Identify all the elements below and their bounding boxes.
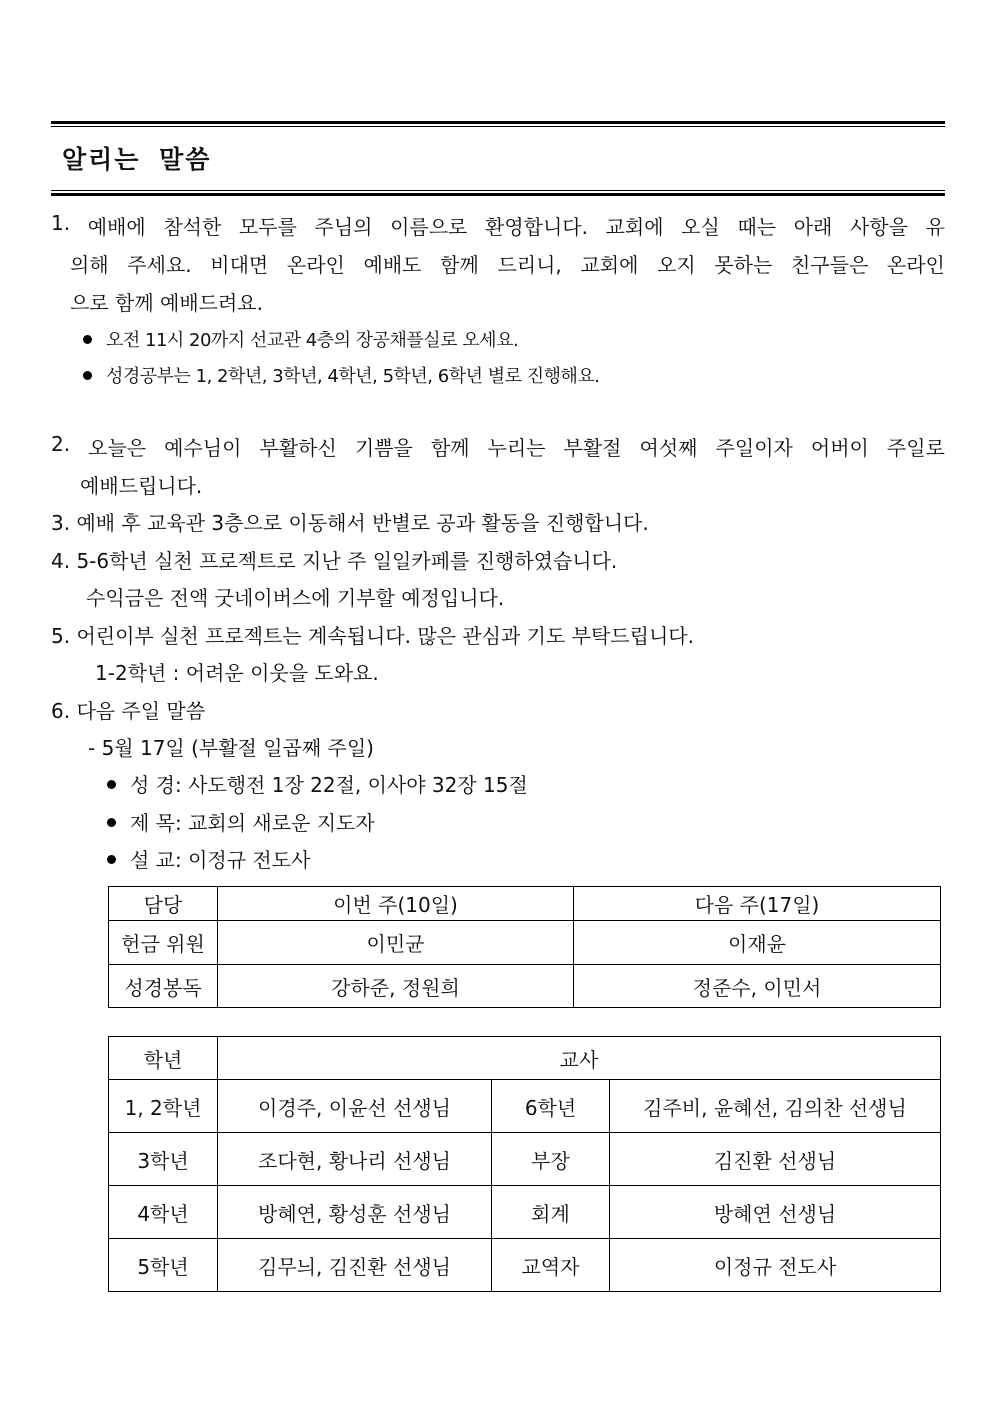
table-row	[109, 1186, 941, 1239]
table-cell: 교역자	[492, 1239, 610, 1292]
bullet-dot	[107, 818, 116, 827]
table-cell: 부장	[492, 1133, 610, 1186]
table-row	[109, 1239, 941, 1292]
table-header-cell: 이번 주(10일)	[218, 887, 574, 921]
table-cell: 헌금 위원	[109, 921, 218, 965]
bottom-rule-thin	[51, 190, 945, 191]
item-5-line-1: 5. 어린이부 실천 프로젝트는 계속됩니다. 많은 관심과 기도 부탁드립니다.	[51, 624, 694, 648]
table-cell: 1, 2학년	[109, 1080, 218, 1133]
item-4-line-1: 4. 5-6학년 실천 프로젝트로 지난 주 일일카페를 진행하였습니다.	[51, 549, 618, 573]
item-2-line-1: 2. 오늘은 예수님이 부활하신 기쁨을 함께 누리는 부활절 여섯째 주일이자 어버이 주일로	[51, 432, 945, 460]
item-6-date: - 5월 17일 (부활절 일곱째 주일)	[88, 736, 374, 760]
duty-table	[108, 886, 941, 1008]
table-cell: 강하준, 정원희	[218, 965, 574, 1008]
table-cell: 이재윤	[574, 921, 941, 965]
bullet-dot	[83, 371, 92, 380]
item-6-line-1: 6. 다음 주일 말씀	[51, 699, 206, 723]
table-cell: 성경봉독	[109, 965, 218, 1008]
bullet-dot	[83, 335, 92, 344]
item-5-line-2: 1-2학년 : 어려운 이웃을 도와요.	[95, 661, 379, 685]
table-cell: 정준수, 이민서	[574, 965, 941, 1008]
bottom-rule-thick	[51, 193, 945, 196]
table-cell: 6학년	[492, 1080, 610, 1133]
table-cell: 이민균	[218, 921, 574, 965]
table-row	[109, 965, 941, 1008]
top-rule-thin	[51, 126, 945, 127]
table-row	[109, 887, 941, 921]
item-4-line-2: 수익금은 전액 굿네이버스에 기부할 예정입니다.	[86, 586, 505, 610]
table-row	[109, 1037, 941, 1080]
table-cell: 김무늬, 김진환 선생님	[218, 1239, 492, 1292]
item-6-bullet-3: 설 교: 이정규 전도사	[107, 844, 310, 873]
table-cell: 3학년	[109, 1133, 218, 1186]
top-rule-thick	[51, 121, 945, 124]
table-cell: 이경주, 이윤선 선생님	[218, 1080, 492, 1133]
table-row	[109, 1133, 941, 1186]
teacher-table	[108, 1036, 941, 1292]
table-row	[109, 1080, 941, 1133]
table-cell: 김주비, 윤혜선, 김의찬 선생님	[610, 1080, 941, 1133]
table-row	[109, 921, 941, 965]
table-header-cell: 교사	[218, 1037, 941, 1080]
table-cell: 회계	[492, 1186, 610, 1239]
table-cell: 방혜연 선생님	[610, 1186, 941, 1239]
item-2-line-2: 예배드립니다.	[80, 474, 203, 498]
table-header-cell: 학년	[109, 1037, 218, 1080]
page-title: 알리는 말씀	[62, 145, 212, 174]
item-1-line-2: 의해 주세요. 비대면 온라인 예배도 함께 드리니, 교회에 오지 못하는 친구들은 온라인	[70, 253, 945, 277]
table-cell: 조다현, 황나리 선생님	[218, 1133, 492, 1186]
table-cell: 이정규 전도사	[610, 1239, 941, 1292]
table-header-cell: 다음 주(17일)	[574, 887, 941, 921]
bullet-dot	[107, 780, 116, 789]
item-1-bullet-2: 성경공부는 1, 2학년, 3학년, 4학년, 5학년, 6학년 별로 진행해요.	[83, 362, 599, 388]
table-cell: 방혜연, 황성훈 선생님	[218, 1186, 492, 1239]
item-1-line-1: 1. 예배에 참석한 모두를 주님의 이름으로 환영합니다. 교회에 오실 때는 아래 사항을 유	[51, 211, 945, 239]
item-3-line-1: 3. 예배 후 교육관 3층으로 이동해서 반별로 공과 활동을 진행합니다.	[51, 511, 649, 535]
table-cell: 김진환 선생님	[610, 1133, 941, 1186]
item-6-bullet-1: 성 경: 사도행전 1장 22절, 이사야 32장 15절	[107, 769, 528, 798]
item-1-bullet-1: 오전 11시 20까지 선교관 4층의 장공채플실로 오세요.	[83, 326, 518, 352]
table-cell: 4학년	[109, 1186, 218, 1239]
table-cell: 5학년	[109, 1239, 218, 1292]
item-6-bullet-2: 제 목: 교회의 새로운 지도자	[107, 807, 375, 836]
table-header-cell: 담당	[109, 887, 218, 921]
bullet-dot	[107, 855, 116, 864]
item-1-line-3: 으로 함께 예배드려요.	[70, 291, 263, 315]
